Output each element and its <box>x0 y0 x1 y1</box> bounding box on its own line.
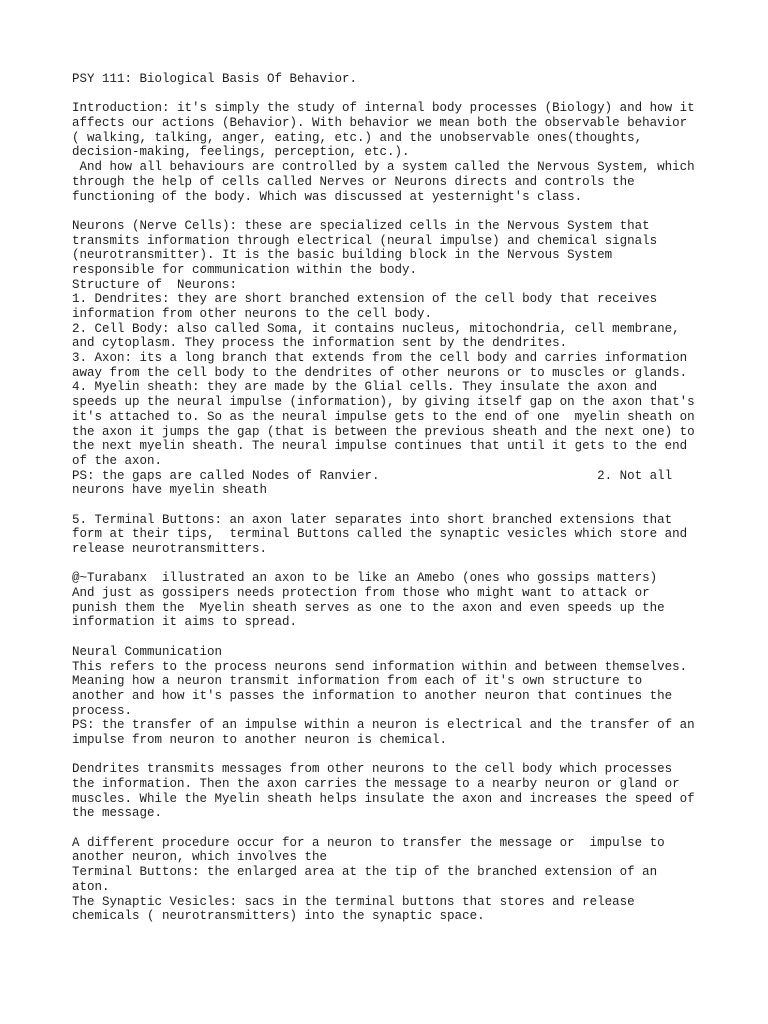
text-line: 3. Axon: its a long branch that extends from the cell body and carries information <box>72 351 688 366</box>
text-line: impulse from neuron to another neuron is chemical. <box>72 732 448 747</box>
text-line: chemicals ( neurotransmitters) into the synaptic space. <box>72 909 485 924</box>
text-line: Introduction: it's simply the study of internal body processes (Biology) and how it <box>72 101 695 116</box>
text-line: punish them the Myelin sheath serves as one to the axon and even speeds up the <box>72 600 665 615</box>
text-line: release neurotransmitters. <box>72 542 268 556</box>
text-line: away from the cell body to the dendrites of other neurons or to muscles or glands. <box>72 365 688 380</box>
text-line: And just as gossipers needs protection from those who might want to attack or <box>72 586 650 601</box>
text-line: muscles. While the Myelin sheath helps insulate the axon and increases the speed of <box>72 791 695 806</box>
text-line: A different procedure occur for a neuron to transfer the message or impulse to <box>72 835 665 850</box>
text-line: This refers to the process neurons send information within and between themselves. <box>72 659 688 674</box>
blank-line <box>72 87 712 102</box>
blank-line <box>72 204 712 219</box>
text-line: The Synaptic Vesicles: sacs in the terminal buttons that stores and release <box>72 894 635 909</box>
text-line: affects our actions (Behavior). With behavior we mean both the observable behavior <box>72 116 688 131</box>
text-line: And how all behaviours are controlled by a system called the Nervous System, which <box>72 160 695 175</box>
text-line: process. <box>72 703 133 718</box>
text-line: through the help of cells called Nerves or Neurons directs and controls the <box>72 174 635 189</box>
text-line: responsible for communication within the body. <box>72 262 418 277</box>
text-line: 1. Dendrites: they are short branched extension of the cell body that receives <box>72 292 658 307</box>
text-line: (neurotransmitter). It is the basic building block in the Nervous System <box>72 248 613 263</box>
blank-line <box>72 498 712 513</box>
text-line: Dendrites transmits messages from other neurons to the cell body which processes <box>72 762 673 777</box>
blank-line <box>72 821 712 836</box>
text-line: @~Turabanx illustrated an axon to be like an Amebo (ones who gossips matters) <box>72 571 658 586</box>
blank-line <box>72 630 712 645</box>
text-line: ( walking, talking, anger, eating, etc.) and the unobservable ones(thoughts, <box>72 130 643 145</box>
text-line: another neuron, which involves the <box>72 850 328 865</box>
text-line: the message. <box>72 806 163 821</box>
blank-line <box>72 557 712 572</box>
text-line: PS: the transfer of an impulse within a neuron is electrical and the transfer of an <box>72 718 695 733</box>
text-line: 4. Myelin sheath: they are made by the Glial cells. They insulate the axon and <box>72 380 658 395</box>
document-body <box>72 72 712 924</box>
text-line: the information. Then the axon carries the message to a nearby neuron or gland or <box>72 777 680 791</box>
text-line: PS: the gaps are called Nodes of Ranvier. 2. Not all <box>72 468 673 483</box>
text-line: functioning of the body. Which was discussed at yesternight's class. <box>72 189 583 204</box>
text-line: form at their tips, terminal Buttons called the synaptic vesicles which store and <box>72 527 688 542</box>
text-line: 2. Cell Body: also called Soma, it contains nucleus, mitochondria, cell membrane, <box>72 321 680 336</box>
text-line: the next myelin sheath. The neural impulse continues that until it gets to the end <box>72 439 688 454</box>
text-line: speeds up the neural impulse (information), by giving itself gap on the axon that's <box>72 395 695 410</box>
text-line: neurons have myelin sheath <box>72 483 268 498</box>
text-line: of the axon. <box>72 453 163 468</box>
text-line: 5. Terminal Buttons: an axon later separates into short branched extensions that <box>72 512 673 527</box>
text-line: Terminal Buttons: the enlarged area at the tip of the branched extension of an <box>72 865 658 880</box>
text-line: Neurons (Nerve Cells): these are specialized cells in the Nervous System that <box>72 218 650 233</box>
text-line: Structure of Neurons: <box>72 277 238 292</box>
text-line: transmits information through electrical (neural impulse) and chemical signals <box>72 233 658 248</box>
text-line: another and how it's passes the information to another neuron that continues the <box>72 688 673 703</box>
text-line: it's attached to. So as the neural impulse gets to the end of one myelin sheath on <box>72 409 695 424</box>
text-line: PSY 111: Biological Basis Of Behavior. <box>72 72 358 86</box>
text-line: Meaning how a neuron transmit information from each of it's own structure to <box>72 674 643 689</box>
blank-line <box>72 748 712 763</box>
text-line: the axon it jumps the gap (that is between the previous sheath and the next one) to <box>72 424 695 439</box>
text-line: information it aims to spread. <box>72 615 298 630</box>
text-line: and cytoplasm. They process the information sent by the dendrites. <box>72 336 568 351</box>
text-line: Neural Communication <box>72 644 223 659</box>
text-line: decision-making, feelings, perception, etc.). <box>72 145 410 160</box>
text-line: information from other neurons to the cell body. <box>72 307 433 321</box>
text-line: aton. <box>72 879 110 894</box>
